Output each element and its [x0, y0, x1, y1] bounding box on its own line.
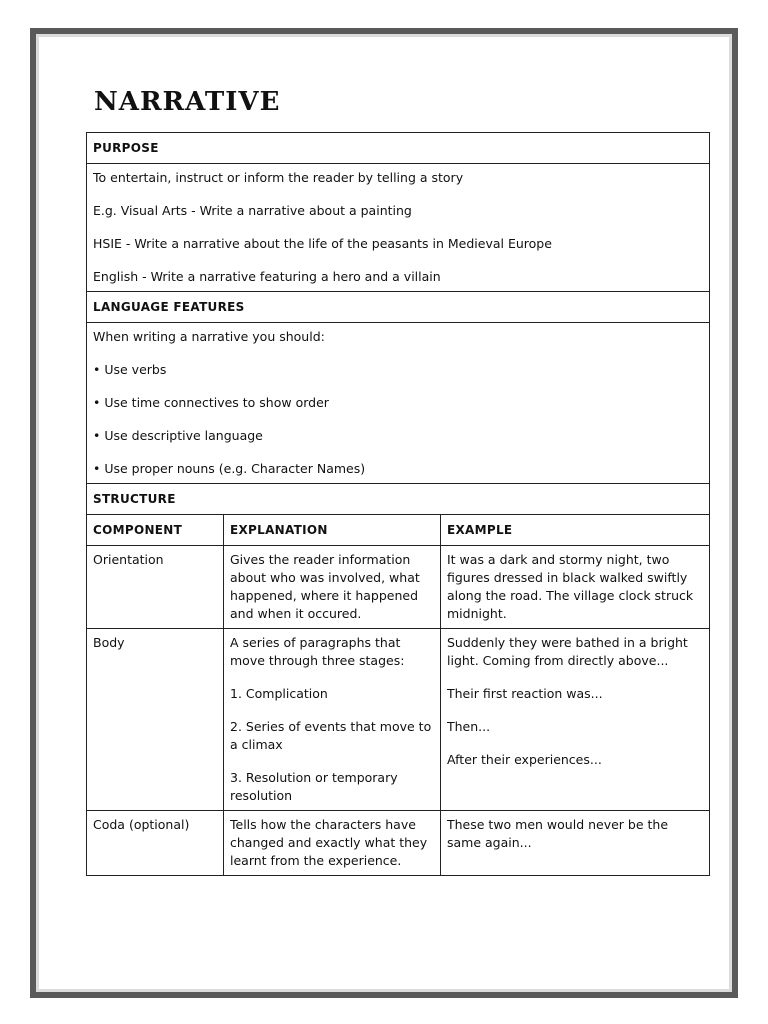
purpose-line: E.g. Visual Arts - Write a narrative about a painting	[93, 203, 412, 218]
language-features-heading: LANGUAGE FEATURES	[87, 292, 710, 323]
table-row-coda	[87, 811, 710, 876]
narrative-table	[86, 132, 710, 876]
language-feature-bullet: • Use descriptive language	[93, 428, 263, 443]
table-row-body	[87, 629, 710, 811]
structure-heading: STRUCTURE	[87, 484, 710, 515]
purpose-line: HSIE - Write a narrative about the life of the peasants in Medieval Europe	[93, 236, 552, 251]
column-header-component: COMPONENT	[87, 515, 224, 546]
page-title: NARRATIVE	[94, 87, 281, 117]
explanation-text: Tells how the characters have changed and exactly what they learnt from the experience.	[230, 817, 428, 868]
component-cell: Body	[87, 629, 224, 811]
explanation-text: 1. Complication	[230, 686, 328, 701]
language-feature-bullet: • Use verbs	[93, 362, 167, 377]
example-text: It was a dark and stormy night, two figures dressed in black walked swiftly along the road. The village clock struck midnight.	[447, 552, 694, 621]
purpose-content	[87, 164, 710, 292]
explanation-text: 3. Resolution or temporary resolution	[230, 770, 398, 803]
explanation-cell	[224, 811, 441, 876]
purpose-line: English - Write a narrative featuring a hero and a villain	[93, 269, 441, 284]
purpose-heading-row	[87, 133, 710, 164]
language-feature-bullet: • Use proper nouns (e.g. Character Names)	[93, 461, 366, 476]
example-text: These two men would never be the same again...	[447, 817, 669, 850]
document-page	[39, 37, 729, 989]
structure-column-headers	[87, 515, 710, 546]
language-features-heading-row	[87, 292, 710, 323]
table-row-orientation	[87, 546, 710, 629]
example-text: After their experiences...	[447, 752, 602, 767]
explanation-text: A series of paragraphs that move through three stages:	[230, 635, 405, 668]
explanation-text: 2. Series of events that move to a climax	[230, 719, 432, 752]
page-frame-inner	[36, 34, 732, 992]
component-cell: Orientation	[87, 546, 224, 629]
purpose-content-row	[87, 164, 710, 292]
column-header-example: EXAMPLE	[441, 515, 710, 546]
page-frame	[30, 28, 738, 998]
example-cell	[441, 811, 710, 876]
language-features-content-row	[87, 323, 710, 484]
purpose-line: To entertain, instruct or inform the reader by telling a story	[93, 170, 464, 185]
example-cell	[441, 546, 710, 629]
language-features-content	[87, 323, 710, 484]
example-text: Their first reaction was...	[447, 686, 603, 701]
example-cell	[441, 629, 710, 811]
language-feature-bullet: • Use time connectives to show order	[93, 395, 329, 410]
structure-heading-row	[87, 484, 710, 515]
explanation-cell	[224, 546, 441, 629]
component-cell: Coda (optional)	[87, 811, 224, 876]
explanation-cell	[224, 629, 441, 811]
explanation-text: Gives the reader information about who was involved, what happened, where it happened and when it occured.	[230, 552, 420, 621]
example-text: Then...	[447, 719, 491, 734]
purpose-heading: PURPOSE	[87, 133, 710, 164]
column-header-explanation: EXPLANATION	[224, 515, 441, 546]
language-features-intro: When writing a narrative you should:	[93, 329, 325, 344]
example-text: Suddenly they were bathed in a bright light. Coming from directly above...	[447, 635, 688, 668]
